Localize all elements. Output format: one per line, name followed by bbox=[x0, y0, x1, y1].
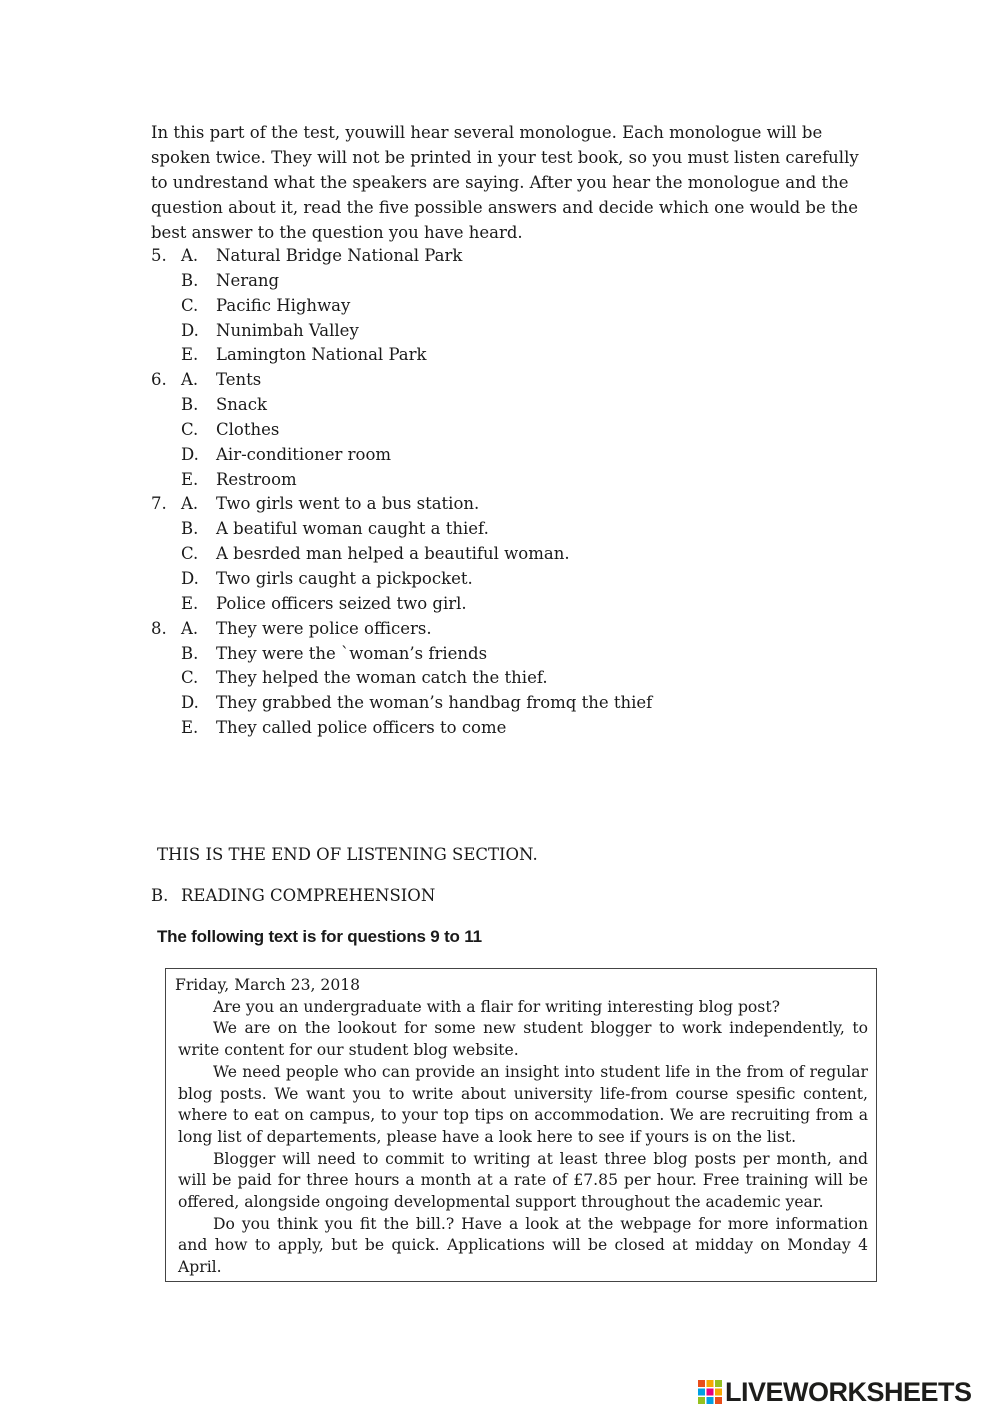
answer-option bbox=[151, 567, 871, 592]
option-letter: D. bbox=[181, 568, 199, 588]
option-text: Tents bbox=[216, 370, 262, 390]
section-b-heading bbox=[151, 886, 435, 905]
passage-paragraph: Blogger will need to commit to writing at least three blog posts per month, and will be paid for three hours a month at a rate of £7.85 per hour. Free training will be offered, alongside ongoing developmental support throughout the academic year. bbox=[178, 1149, 868, 1212]
answer-option bbox=[151, 691, 871, 716]
liveworksheets-logo-icon bbox=[698, 1380, 722, 1404]
option-letter: D. bbox=[181, 444, 199, 464]
option-text: Lamington National Park bbox=[216, 345, 427, 365]
option-letter: A. bbox=[181, 494, 199, 514]
passage-paragraph: Do you think you fit the bill.? Have a look at the webpage for more information and how to apply, but be quick. Applications will be closed at midday on Monday 4 April. bbox=[178, 1214, 868, 1277]
answer-option bbox=[151, 517, 871, 542]
option-text: A besrded man helped a beautiful woman. bbox=[216, 544, 570, 564]
question-number: 8. bbox=[151, 618, 167, 638]
answer-option bbox=[151, 592, 871, 617]
end-of-listening-text: THIS IS THE END OF LISTENING SECTION. bbox=[157, 845, 538, 864]
option-letter: A. bbox=[181, 246, 199, 265]
option-letter: C. bbox=[181, 544, 199, 564]
option-letter: D. bbox=[181, 693, 199, 713]
answer-option bbox=[151, 443, 871, 468]
answer-option bbox=[151, 368, 871, 393]
reading-text-heading: The following text is for questions 9 to 11 bbox=[157, 927, 482, 946]
passage-paragraph: Are you an undergraduate with a flair for writing interesting blog post? bbox=[213, 997, 780, 1016]
answer-option bbox=[151, 542, 871, 567]
option-text: They helped the woman catch the thief. bbox=[216, 668, 548, 688]
option-letter: D. bbox=[181, 320, 199, 340]
option-letter: E. bbox=[181, 593, 199, 613]
question-list bbox=[151, 244, 871, 741]
option-letter: A. bbox=[181, 618, 199, 638]
option-letter: B. bbox=[181, 270, 199, 290]
option-text: Nunimbah Valley bbox=[216, 320, 359, 340]
instructions-text: In this part of the test, youwill hear several monologue. Each monologue will be spoken twice. They will not be printed in your test book, so you must listen carefully to undrestand what the speakers are saying. After you hear the monologue and the question about it, read the five possible answers and decide which one would be the best answer to the question you have heard. bbox=[151, 123, 859, 242]
option-letter: E. bbox=[181, 469, 199, 489]
answer-option bbox=[151, 492, 871, 517]
answer-option bbox=[151, 666, 871, 691]
option-text: Snack bbox=[216, 395, 268, 415]
answer-option bbox=[151, 393, 871, 418]
option-letter: C. bbox=[181, 668, 199, 688]
option-letter: A. bbox=[181, 370, 199, 390]
answer-option bbox=[151, 294, 871, 319]
question-number: 7. bbox=[151, 494, 167, 514]
option-letter: B. bbox=[181, 395, 199, 415]
option-letter: B. bbox=[181, 519, 199, 539]
option-text: Natural Bridge National Park bbox=[216, 246, 463, 265]
answer-option bbox=[151, 642, 871, 667]
option-text: Restroom bbox=[216, 469, 297, 489]
option-letter: B. bbox=[181, 643, 199, 663]
option-text: They grabbed the woman’s handbag fromq the thief bbox=[216, 693, 653, 713]
answer-option bbox=[151, 617, 871, 642]
section-b-letter: B. bbox=[151, 886, 169, 905]
answer-option bbox=[151, 468, 871, 493]
answer-option bbox=[151, 319, 871, 344]
passage-paragraph: We are on the lookout for some new student blogger to work independently, to write content for our student blog website. bbox=[178, 1019, 868, 1060]
option-text: Air-conditioner room bbox=[216, 444, 392, 464]
option-text: Nerang bbox=[216, 270, 280, 290]
answer-option bbox=[151, 418, 871, 443]
answer-option bbox=[151, 343, 871, 368]
answer-option bbox=[151, 716, 871, 741]
logo-text: LIVEWORKSHEETS bbox=[725, 1377, 972, 1407]
option-text: Clothes bbox=[216, 419, 280, 439]
option-text: They called police officers to come bbox=[216, 718, 507, 738]
answer-option bbox=[151, 269, 871, 294]
option-letter: C. bbox=[181, 419, 199, 439]
option-text: Two girls caught a pickpocket. bbox=[216, 568, 473, 588]
passage-paragraph: We need people who can provide an insight into student life in the from of regular blog posts. We want you to write about university life-from course spesific content, where to eat on campus, to your top tips on accommodation. We are recruiting from a long list of departements, please have a look here to see if yours is on the list. bbox=[178, 1062, 868, 1146]
option-letter: C. bbox=[181, 295, 199, 315]
option-text: Pacific Highway bbox=[216, 295, 351, 315]
option-text: They were the `woman’s friends bbox=[216, 643, 488, 663]
option-letter: E. bbox=[181, 718, 199, 738]
option-text: They were police officers. bbox=[216, 618, 432, 638]
question-number: 5. bbox=[151, 246, 167, 265]
question-number: 6. bbox=[151, 370, 167, 390]
reading-passage-box bbox=[165, 968, 877, 1282]
passage-date: Friday, March 23, 2018 bbox=[175, 976, 361, 994]
answer-option bbox=[151, 244, 871, 269]
section-b-title: READING COMPREHENSION bbox=[181, 886, 436, 905]
option-text: Two girls went to a bus station. bbox=[216, 494, 480, 514]
option-text: A beatiful woman caught a thief. bbox=[216, 519, 489, 539]
option-text: Police officers seized two girl. bbox=[216, 593, 467, 613]
option-letter: E. bbox=[181, 345, 199, 365]
